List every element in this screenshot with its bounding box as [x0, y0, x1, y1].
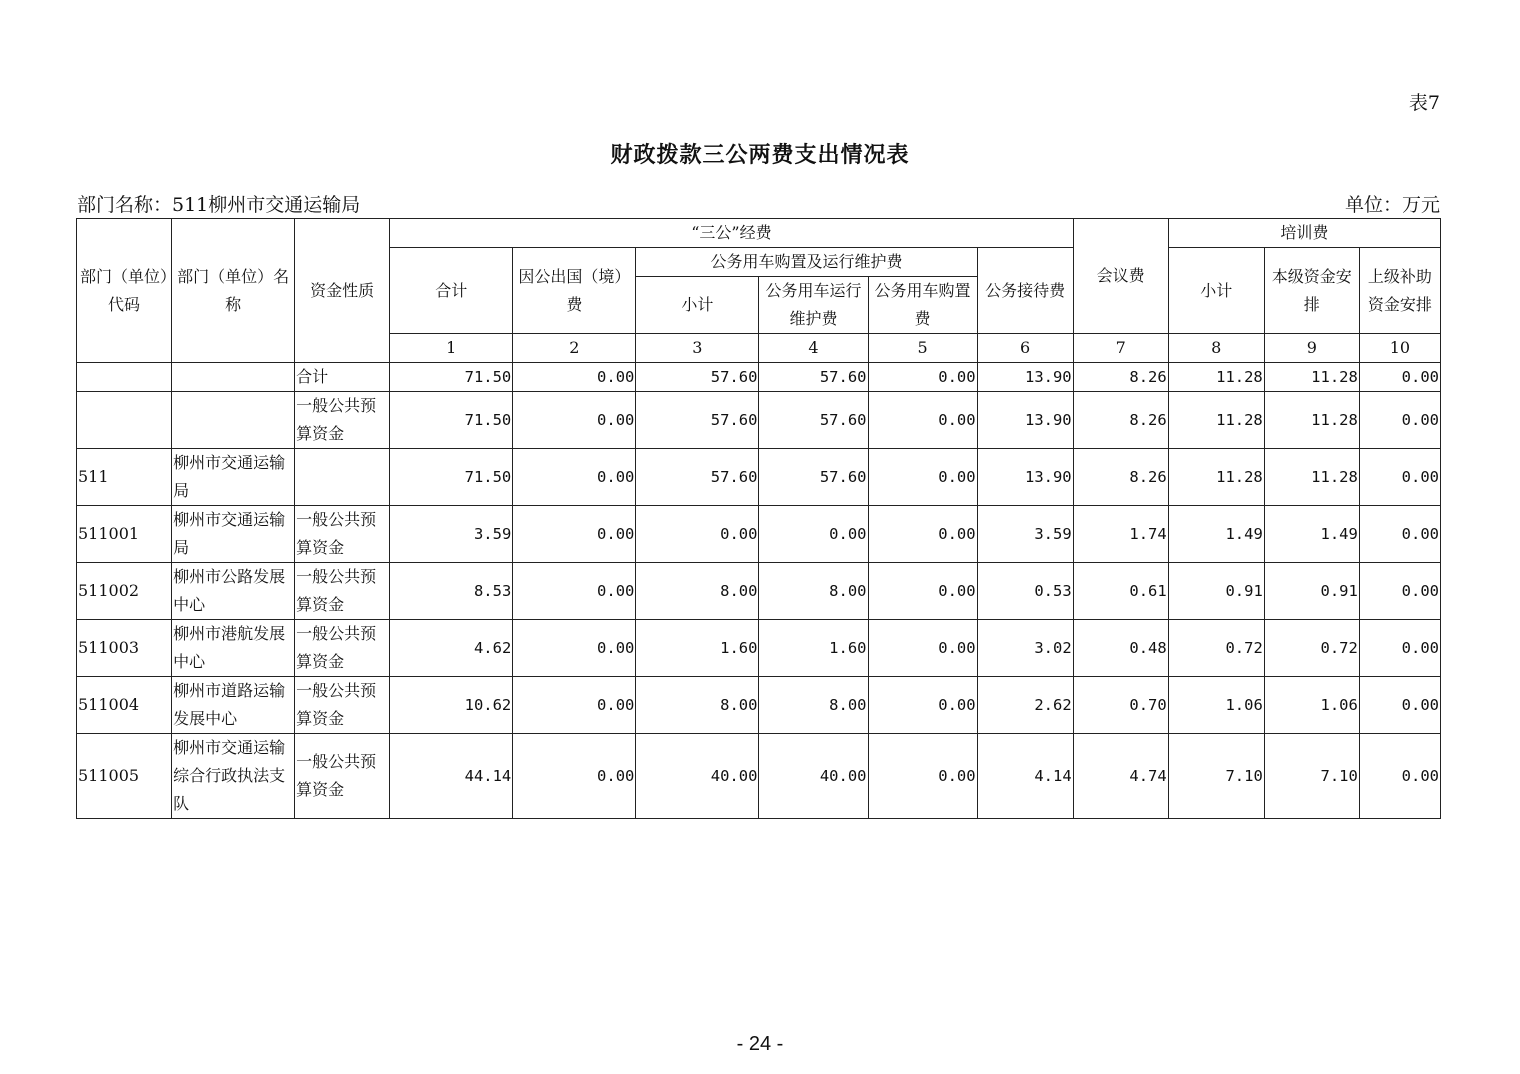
- header-training-local: 本级资金安排: [1264, 248, 1359, 334]
- cell-value: 11.28: [1168, 449, 1264, 506]
- cell-value: 4.62: [390, 620, 513, 677]
- header-vehicle-subtotal: 小计: [636, 277, 759, 334]
- cell-value: 0.00: [513, 449, 636, 506]
- header-vehicle-purchase: 公务用车购置费: [868, 277, 977, 334]
- cell-value: 0.00: [636, 506, 759, 563]
- cell-value: 1.06: [1168, 677, 1264, 734]
- column-number: 4: [759, 334, 868, 363]
- page-number: - 24 -: [736, 1033, 784, 1055]
- table-row: [77, 734, 1441, 819]
- cell-name: 柳州市公路发展中心: [172, 563, 295, 620]
- cell-value: 0.00: [868, 677, 977, 734]
- cell-value: 0.00: [513, 392, 636, 449]
- cell-value: 57.60: [636, 449, 759, 506]
- cell-value: 0.00: [868, 392, 977, 449]
- cell-value: 0.91: [1264, 563, 1359, 620]
- header-vehicle-maintenance: 公务用车运行维护费: [759, 277, 868, 334]
- cell-value: 0.00: [1359, 734, 1440, 819]
- department-label: 部门名称：511柳州市交通运输局: [77, 194, 361, 216]
- cell-value: 4.14: [977, 734, 1073, 819]
- cell-value: 4.74: [1073, 734, 1168, 819]
- cell-value: 8.00: [636, 563, 759, 620]
- column-number: 6: [977, 334, 1073, 363]
- cell-value: 7.10: [1264, 734, 1359, 819]
- cell-value: 8.00: [636, 677, 759, 734]
- cell-fund-nature: 一般公共预算资金: [295, 734, 390, 819]
- cell-value: 57.60: [759, 449, 868, 506]
- header-sangong: “三公”经费: [390, 219, 1073, 248]
- cell-value: 0.00: [1359, 620, 1440, 677]
- cell-value: 71.50: [390, 392, 513, 449]
- cell-value: 1.49: [1168, 506, 1264, 563]
- cell-value: 8.53: [390, 563, 513, 620]
- cell-code: [77, 363, 172, 392]
- table-row: [77, 449, 1441, 506]
- header-name: 部门（单位）名称: [172, 219, 295, 363]
- expenditure-table: [76, 218, 1441, 819]
- cell-value: 11.28: [1264, 449, 1359, 506]
- header-abroad: 因公出国（境）费: [513, 248, 636, 334]
- cell-value: 0.00: [759, 506, 868, 563]
- cell-name: [172, 392, 295, 449]
- cell-value: 0.00: [513, 563, 636, 620]
- cell-name: 柳州市交通运输综合行政执法支队: [172, 734, 295, 819]
- cell-code: 511003: [77, 620, 172, 677]
- header-total: 合计: [390, 248, 513, 334]
- cell-value: 0.00: [513, 363, 636, 392]
- cell-value: 0.00: [868, 563, 977, 620]
- cell-value: 7.10: [1168, 734, 1264, 819]
- table-number: 表7: [1408, 92, 1440, 114]
- cell-value: 8.26: [1073, 363, 1168, 392]
- column-number: 10: [1359, 334, 1440, 363]
- cell-code: [77, 392, 172, 449]
- cell-value: 0.00: [868, 734, 977, 819]
- cell-value: 57.60: [636, 392, 759, 449]
- cell-fund-nature: 一般公共预算资金: [295, 392, 390, 449]
- cell-value: 0.72: [1264, 620, 1359, 677]
- cell-value: 8.26: [1073, 449, 1168, 506]
- cell-value: 1.60: [636, 620, 759, 677]
- cell-value: 0.00: [1359, 677, 1440, 734]
- cell-value: 0.00: [868, 449, 977, 506]
- cell-value: 0.48: [1073, 620, 1168, 677]
- column-number: 9: [1264, 334, 1359, 363]
- cell-value: 71.50: [390, 449, 513, 506]
- cell-value: 0.70: [1073, 677, 1168, 734]
- cell-fund-nature: 一般公共预算资金: [295, 677, 390, 734]
- cell-value: 8.26: [1073, 392, 1168, 449]
- cell-code: 511: [77, 449, 172, 506]
- cell-code: 511005: [77, 734, 172, 819]
- cell-value: 0.00: [868, 620, 977, 677]
- cell-value: 1.74: [1073, 506, 1168, 563]
- table-row: [77, 677, 1441, 734]
- header-reception: 公务接待费: [977, 248, 1073, 334]
- cell-value: 2.62: [977, 677, 1073, 734]
- header-training-subtotal: 小计: [1168, 248, 1264, 334]
- cell-name: 柳州市交通运输局: [172, 449, 295, 506]
- header-vehicle: 公务用车购置及运行维护费: [636, 248, 977, 277]
- header-training: 培训费: [1168, 219, 1440, 248]
- table-row: [77, 392, 1441, 449]
- cell-name: [172, 363, 295, 392]
- cell-value: 0.91: [1168, 563, 1264, 620]
- cell-value: 0.00: [868, 506, 977, 563]
- cell-value: 40.00: [759, 734, 868, 819]
- cell-code: 511004: [77, 677, 172, 734]
- column-number: 2: [513, 334, 636, 363]
- cell-value: 13.90: [977, 392, 1073, 449]
- cell-code: 511001: [77, 506, 172, 563]
- cell-value: 57.60: [759, 363, 868, 392]
- cell-fund-nature: 一般公共预算资金: [295, 620, 390, 677]
- column-number: 7: [1073, 334, 1168, 363]
- header-code: 部门（单位）代码: [77, 219, 172, 363]
- cell-value: 0.00: [1359, 392, 1440, 449]
- cell-value: 0.72: [1168, 620, 1264, 677]
- cell-fund-nature: 一般公共预算资金: [295, 506, 390, 563]
- table-row: [77, 620, 1441, 677]
- header-training-superior: 上级补助资金安排: [1359, 248, 1440, 334]
- cell-value: 11.28: [1264, 392, 1359, 449]
- cell-code: 511002: [77, 563, 172, 620]
- cell-value: 8.00: [759, 563, 868, 620]
- cell-fund-nature: 合计: [295, 363, 390, 392]
- table-row: [77, 563, 1441, 620]
- header-fund-nature: 资金性质: [295, 219, 390, 363]
- cell-value: 13.90: [977, 363, 1073, 392]
- cell-fund-nature: [295, 449, 390, 506]
- cell-value: 13.90: [977, 449, 1073, 506]
- cell-value: 0.00: [513, 506, 636, 563]
- cell-value: 11.28: [1168, 363, 1264, 392]
- cell-value: 3.59: [390, 506, 513, 563]
- cell-value: 0.00: [1359, 449, 1440, 506]
- cell-value: 1.60: [759, 620, 868, 677]
- cell-value: 0.00: [513, 734, 636, 819]
- cell-value: 8.00: [759, 677, 868, 734]
- column-number: 3: [636, 334, 759, 363]
- cell-value: 44.14: [390, 734, 513, 819]
- column-number: 8: [1168, 334, 1264, 363]
- cell-value: 57.60: [759, 392, 868, 449]
- cell-value: 0.00: [1359, 563, 1440, 620]
- cell-value: 3.59: [977, 506, 1073, 563]
- cell-name: 柳州市港航发展中心: [172, 620, 295, 677]
- cell-value: 71.50: [390, 363, 513, 392]
- cell-value: 0.00: [513, 677, 636, 734]
- cell-value: 0.00: [1359, 363, 1440, 392]
- unit-label: 单位：万元: [1344, 194, 1440, 216]
- cell-value: 1.06: [1264, 677, 1359, 734]
- page-title: 财政拨款三公两费支出情况表: [610, 142, 910, 168]
- cell-value: 11.28: [1264, 363, 1359, 392]
- table-row: [77, 506, 1441, 563]
- cell-value: 10.62: [390, 677, 513, 734]
- cell-value: 11.28: [1168, 392, 1264, 449]
- cell-value: 40.00: [636, 734, 759, 819]
- cell-value: 57.60: [636, 363, 759, 392]
- cell-value: 0.00: [868, 363, 977, 392]
- cell-name: 柳州市道路运输发展中心: [172, 677, 295, 734]
- cell-name: 柳州市交通运输局: [172, 506, 295, 563]
- cell-value: 3.02: [977, 620, 1073, 677]
- cell-fund-nature: 一般公共预算资金: [295, 563, 390, 620]
- header-meeting: 会议费: [1073, 219, 1168, 334]
- cell-value: 0.00: [1359, 506, 1440, 563]
- cell-value: 1.49: [1264, 506, 1359, 563]
- table-row: [77, 363, 1441, 392]
- cell-value: 0.00: [513, 620, 636, 677]
- cell-value: 0.61: [1073, 563, 1168, 620]
- column-number: 1: [390, 334, 513, 363]
- cell-value: 0.53: [977, 563, 1073, 620]
- column-number: 5: [868, 334, 977, 363]
